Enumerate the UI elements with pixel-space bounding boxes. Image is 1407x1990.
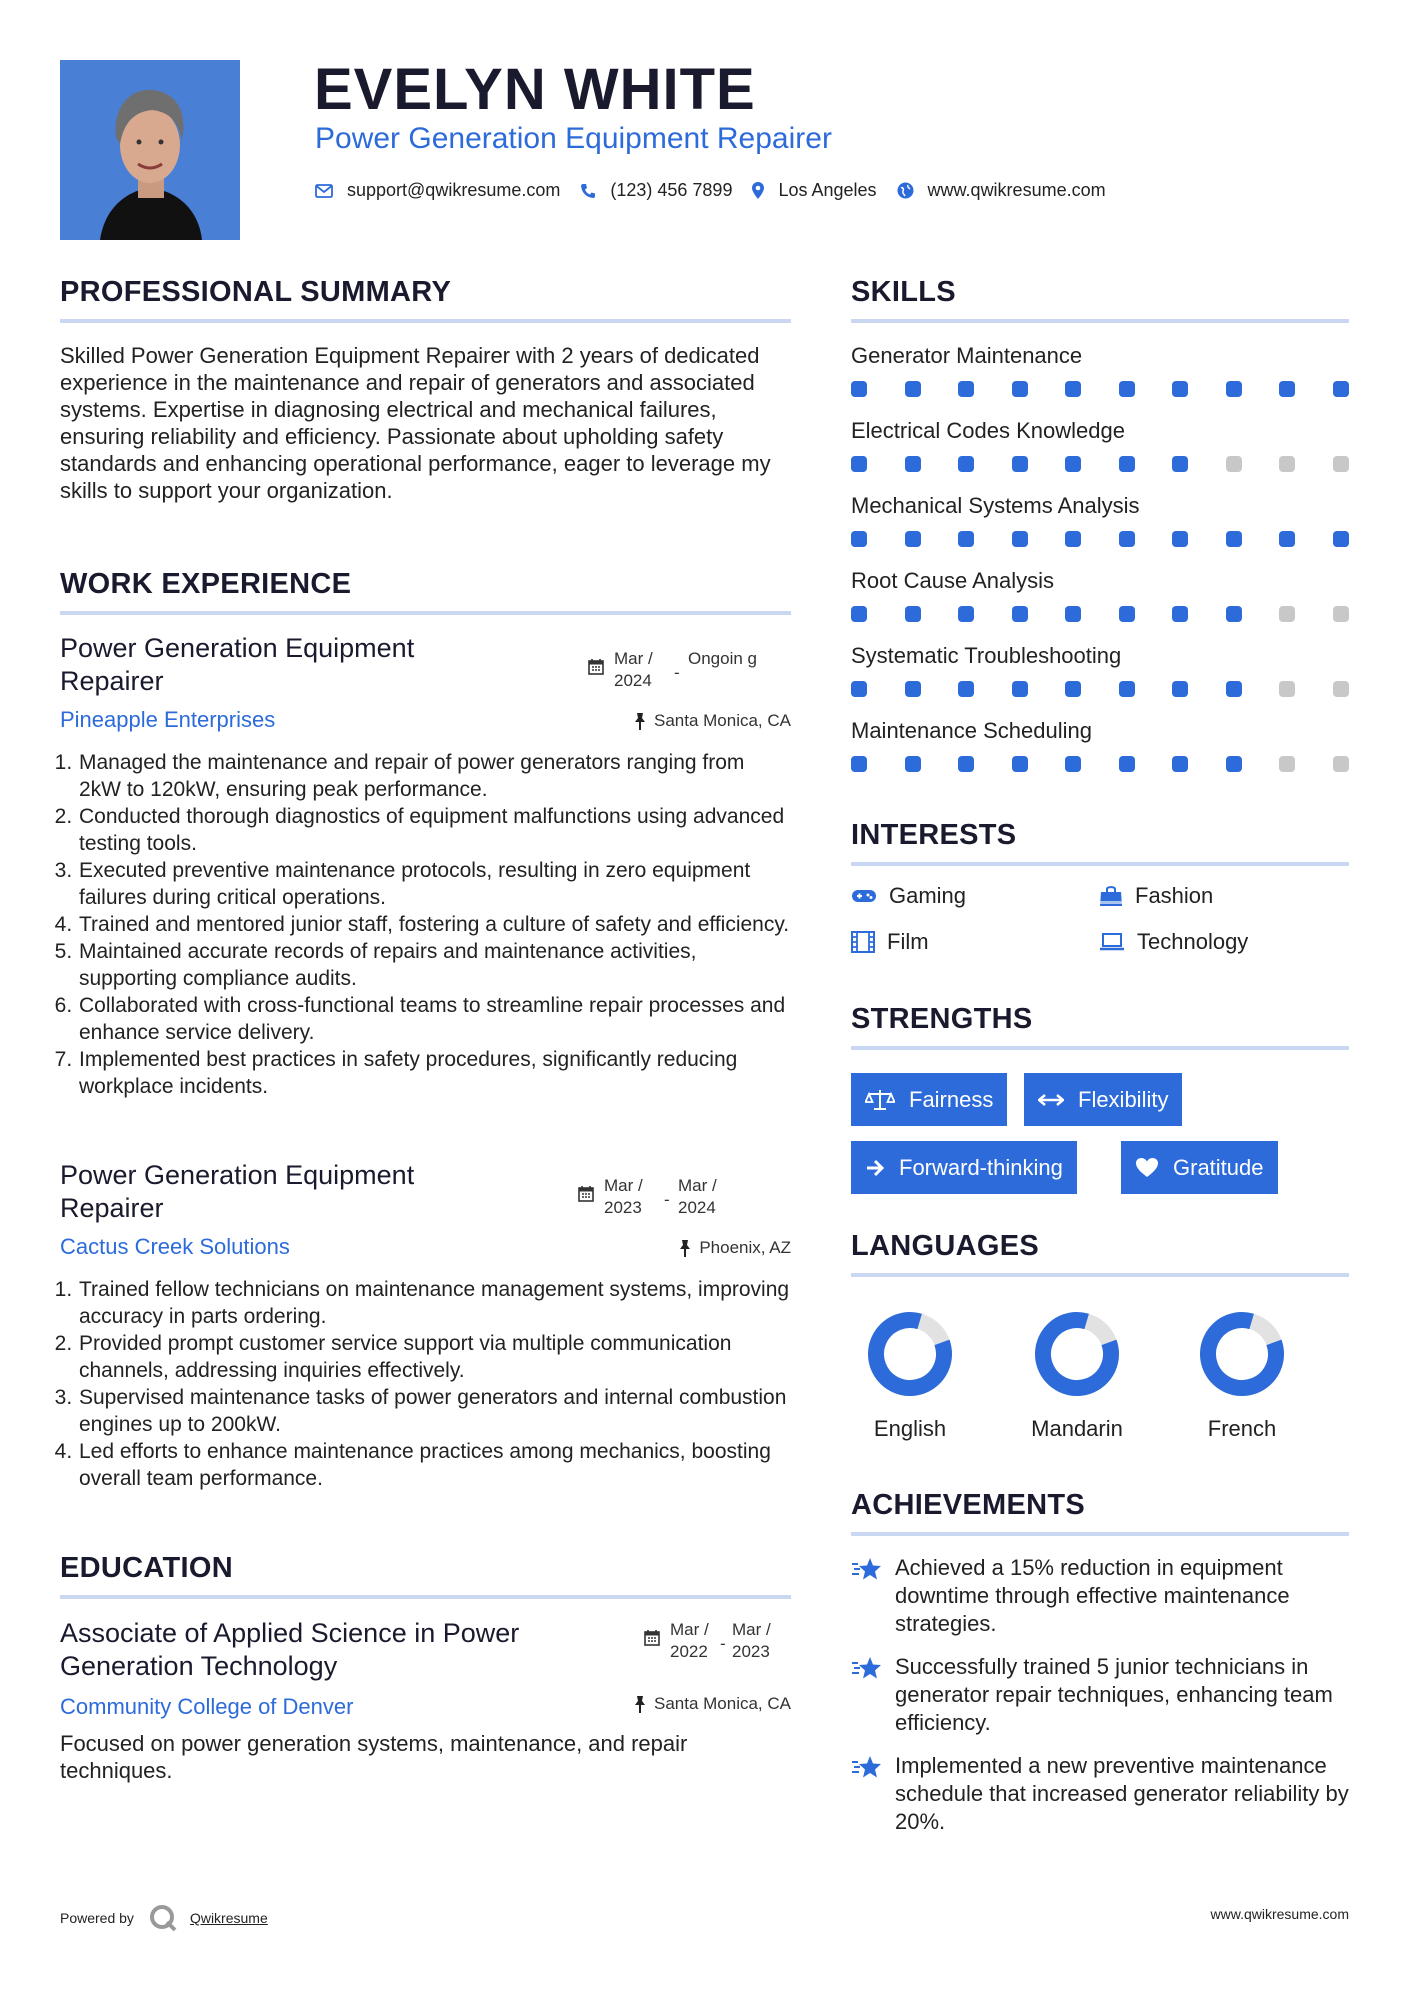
skill-dot-filled — [1012, 456, 1028, 472]
skill-dot-filled — [851, 606, 867, 622]
skill-dot-filled — [1012, 756, 1028, 772]
skill-dot-filled — [958, 381, 974, 397]
skill-dot-filled — [1065, 381, 1081, 397]
company-name[interactable]: Cactus Creek Solutions — [60, 1234, 290, 1259]
skill-dot-filled — [1012, 381, 1028, 397]
skill-dot-filled — [851, 756, 867, 772]
skill-dot-filled — [1119, 381, 1135, 397]
contact-location — [752, 180, 876, 201]
education-location-text: Santa Monica, CA — [653, 1694, 791, 1713]
interest-label: Technology — [1137, 929, 1249, 954]
portrait-image — [60, 60, 240, 240]
skill-name: Root Cause Analysis — [851, 568, 1054, 593]
skill-dot-empty — [1279, 681, 1295, 697]
globe-icon — [897, 182, 914, 199]
job-location — [679, 1238, 791, 1258]
skill-dot-filled — [1172, 606, 1188, 622]
skill-name: Systematic Troubleshooting — [851, 643, 1122, 668]
language-donut — [860, 1304, 960, 1404]
skill-dot-filled — [958, 606, 974, 622]
skill-level-dots — [851, 456, 1351, 472]
skill-dot-filled — [958, 681, 974, 697]
interest-label: Gaming — [889, 883, 967, 908]
date-separator: - — [664, 1190, 670, 1209]
skill-dot-filled — [905, 381, 921, 397]
website-text: www.qwikresume.com — [927, 180, 1106, 200]
skill-dot-empty — [1279, 606, 1295, 622]
skill-dot-filled — [851, 456, 867, 472]
skill-dot-filled — [958, 756, 974, 772]
arrows-h-icon — [1038, 1093, 1064, 1107]
map-marker-icon — [752, 182, 764, 199]
skill-dot-empty — [1333, 681, 1349, 697]
star-icon — [851, 1556, 883, 1582]
job-end-date: Mar / 2024 — [678, 1176, 717, 1217]
contact-email[interactable] — [315, 180, 560, 201]
education-divider — [60, 1595, 791, 1599]
calendar-icon — [578, 1185, 594, 1202]
job-start-date: Mar / 2023 — [604, 1176, 643, 1217]
contact-website[interactable] — [897, 180, 1106, 201]
list-item: 2. Conducted thorough diagnostics of equipment malfunctions using advanced testing tools. — [78, 803, 791, 857]
skill-dot-filled — [1226, 756, 1242, 772]
interests-divider — [851, 862, 1349, 866]
skill-dot-filled — [905, 756, 921, 772]
skill-dot-filled — [1226, 681, 1242, 697]
education-start-date: Mar / 2022 — [670, 1620, 709, 1661]
skill-dot-filled — [1065, 756, 1081, 772]
education-end-date: Mar / 2023 — [732, 1620, 771, 1661]
school-name[interactable]: Community College of Denver — [60, 1694, 354, 1719]
contact-row — [315, 180, 1126, 201]
list-item: 1. Trained fellow technicians on maintenance management systems, improving accuracy in parts ordering. — [78, 1276, 791, 1330]
job-bullets — [60, 749, 791, 1100]
skill-dot-filled — [851, 381, 867, 397]
bag-icon — [1099, 885, 1123, 907]
languages-divider — [851, 1273, 1349, 1277]
language-donut — [1027, 1304, 1127, 1404]
skill-dot-filled — [1119, 681, 1135, 697]
email-text: support@qwikresume.com — [347, 180, 561, 200]
laptop-icon — [1099, 932, 1125, 952]
strength-label: Gratitude — [1173, 1154, 1264, 1180]
qwikresume-logo-icon — [148, 1903, 178, 1933]
strengths-heading: STRENGTHS — [851, 1003, 1033, 1035]
skill-dot-filled — [851, 681, 867, 697]
skill-dot-filled — [1065, 531, 1081, 547]
contact-phone[interactable] — [580, 180, 732, 201]
job-location-text: Santa Monica, CA — [653, 711, 791, 730]
list-item: 4. Led efforts to enhance maintenance practices among mechanics, boosting overall team performance. — [78, 1438, 791, 1492]
interest-label: Fashion — [1135, 883, 1214, 908]
skill-dot-filled — [1226, 531, 1242, 547]
donut-proficiency — [1033, 1310, 1120, 1397]
company-name[interactable]: Pineapple Enterprises — [60, 707, 276, 732]
calendar-icon — [644, 1629, 660, 1646]
skill-dot-filled — [851, 531, 867, 547]
pin-icon — [634, 1696, 646, 1713]
calendar-icon — [588, 658, 604, 675]
skill-dot-filled — [1333, 531, 1349, 547]
skill-dot-filled — [1012, 606, 1028, 622]
skill-dot-filled — [1065, 456, 1081, 472]
skill-dot-filled — [958, 456, 974, 472]
skill-dot-filled — [1119, 531, 1135, 547]
job-dates — [578, 1175, 738, 1219]
powered-by-text: Powered by — [60, 1910, 134, 1926]
strength-tag — [851, 1141, 1077, 1194]
phone-icon — [580, 183, 596, 199]
strength-tag — [1024, 1073, 1182, 1126]
language-name: French — [1207, 1416, 1277, 1441]
interest-item — [1099, 929, 1248, 955]
interests-heading: INTERESTS — [851, 819, 1017, 851]
skill-dot-filled — [1172, 531, 1188, 547]
footer-powered-by — [60, 1903, 268, 1933]
achievement-text: Successfully trained 5 junior technicians in generator repair techniques, enhancing team efficiency. — [895, 1654, 1333, 1735]
list-item: 6. Collaborated with cross-functional teams to streamline repair processes and enhance service delivery. — [78, 992, 791, 1046]
skill-level-dots — [851, 531, 1351, 547]
pin-icon — [679, 1240, 691, 1257]
skill-dot-filled — [1226, 381, 1242, 397]
skill-dot-filled — [958, 531, 974, 547]
skill-dot-empty — [1333, 756, 1349, 772]
donut-proficiency — [866, 1310, 953, 1397]
job-start-date: Mar / 2024 — [614, 649, 653, 690]
skills-heading: SKILLS — [851, 276, 956, 308]
skill-dot-filled — [905, 606, 921, 622]
skill-name: Electrical Codes Knowledge — [851, 418, 1125, 443]
skill-dot-filled — [1119, 756, 1135, 772]
date-separator: - — [720, 1634, 726, 1653]
education-heading: EDUCATION — [60, 1552, 233, 1584]
skill-dot-filled — [1172, 756, 1188, 772]
interest-item — [851, 883, 966, 909]
achievement-item — [851, 1554, 1349, 1638]
achievement-text: Implemented a new preventive maintenance schedule that increased generator reliability by 20%. — [895, 1753, 1349, 1834]
achievement-item — [851, 1752, 1349, 1836]
skill-dot-empty — [1279, 756, 1295, 772]
summary-text: Skilled Power Generation Equipment Repairer with 2 years of dedicated experience in the maintenance and repair of generators and associated systems. Expertise in diagnosing electrical and mechanical failures, ensuring reliability and efficiency. Passionate about upholding safety standards and enhancing operational performance, eager to leverage my skills to support your organization. — [60, 343, 771, 503]
skill-dot-filled — [1119, 456, 1135, 472]
interest-item — [851, 929, 929, 955]
brand-link[interactable]: Qwikresume — [189, 1910, 268, 1926]
skill-level-dots — [851, 756, 1351, 772]
film-icon — [851, 931, 875, 953]
skill-dot-filled — [1279, 531, 1295, 547]
degree-title: Associate of Applied Science in Power Generation Technology — [60, 1618, 520, 1681]
candidate-name: EVELYN WHITE — [314, 57, 756, 122]
strength-label: Fairness — [909, 1086, 994, 1112]
strength-tag — [1121, 1141, 1278, 1194]
skill-dot-filled — [905, 456, 921, 472]
date-separator: - — [674, 663, 680, 682]
candidate-title: Power Generation Equipment Repairer — [315, 122, 832, 155]
list-item: 4. Trained and mentored junior staff, fostering a culture of safety and efficiency. — [78, 911, 791, 938]
heart-icon — [1135, 1157, 1159, 1178]
skills-divider — [851, 319, 1349, 323]
achievement-item — [851, 1653, 1349, 1737]
star-icon — [851, 1754, 883, 1780]
job-location-text: Phoenix, AZ — [699, 1238, 791, 1257]
skill-dot-filled — [1172, 681, 1188, 697]
strengths-divider — [851, 1046, 1349, 1050]
education-dates — [644, 1619, 782, 1663]
job-title: Power Generation Equipment Repairer — [60, 1160, 415, 1223]
envelope-icon — [315, 184, 333, 198]
list-item: 2. Provided prompt customer service support via multiple communication channels, addressing inquiries effectively. — [78, 1330, 791, 1384]
education-description: Focused on power generation systems, maintenance, and repair techniques. — [60, 1731, 688, 1783]
skill-level-dots — [851, 606, 1351, 622]
skill-dot-filled — [1172, 456, 1188, 472]
list-item: 1. Managed the maintenance and repair of power generators ranging from 2kW to 120kW, ensuring peak performance. — [78, 749, 791, 803]
language-donut — [1192, 1304, 1292, 1404]
skill-dot-filled — [1226, 606, 1242, 622]
strength-label: Forward-thinking — [899, 1154, 1063, 1180]
language-name: English — [873, 1416, 947, 1441]
achievements-heading: ACHIEVEMENTS — [851, 1489, 1086, 1521]
list-item: 7. Implemented best practices in safety procedures, significantly reducing workplace incidents. — [78, 1046, 791, 1100]
skill-dot-empty — [1333, 456, 1349, 472]
list-item: 3. Executed preventive maintenance protocols, resulting in zero equipment failures during critical operations. — [78, 857, 791, 911]
skill-dot-filled — [1012, 681, 1028, 697]
languages-heading: LANGUAGES — [851, 1230, 1039, 1262]
skill-dot-filled — [1012, 531, 1028, 547]
pin-icon — [634, 713, 646, 730]
skill-name: Maintenance Scheduling — [851, 718, 1092, 743]
profile-photo — [60, 60, 240, 240]
achievement-text: Achieved a 15% reduction in equipment downtime through effective maintenance strategies. — [895, 1555, 1290, 1636]
list-item: 3. Supervised maintenance tasks of power generators and internal combustion engines up to 200kW. — [78, 1384, 791, 1438]
strength-label: Flexibility — [1078, 1086, 1169, 1112]
location-text: Los Angeles — [778, 180, 877, 200]
gamepad-icon — [851, 888, 877, 904]
interest-label: Film — [887, 929, 929, 954]
arrow-right-icon — [865, 1159, 885, 1177]
experience-divider — [60, 611, 791, 615]
skill-dot-filled — [1172, 381, 1188, 397]
achievements-divider — [851, 1532, 1349, 1536]
skill-dot-filled — [1279, 381, 1295, 397]
phone-text: (123) 456 7899 — [610, 180, 733, 200]
skill-name: Mechanical Systems Analysis — [851, 493, 1140, 518]
footer-url[interactable]: www.qwikresume.com — [1210, 1906, 1349, 1922]
job-location — [634, 711, 791, 731]
skill-level-dots — [851, 381, 1351, 397]
skill-dot-empty — [1279, 456, 1295, 472]
experience-heading: WORK EXPERIENCE — [60, 568, 352, 600]
language-name: Mandarin — [1031, 1416, 1123, 1441]
job-title: Power Generation Equipment Repairer — [60, 633, 415, 696]
skill-dot-filled — [1119, 606, 1135, 622]
scale-icon — [865, 1089, 895, 1111]
summary-heading: PROFESSIONAL SUMMARY — [60, 276, 452, 308]
skill-dot-filled — [905, 681, 921, 697]
education-location — [634, 1694, 791, 1714]
skill-dot-empty — [1333, 606, 1349, 622]
skill-level-dots — [851, 681, 1351, 697]
skill-dot-filled — [1065, 681, 1081, 697]
skill-name: Generator Maintenance — [851, 343, 1083, 368]
skill-dot-filled — [1065, 606, 1081, 622]
skill-dot-filled — [1333, 381, 1349, 397]
strength-tag — [851, 1073, 1007, 1126]
list-item: 5. Maintained accurate records of repairs and maintenance activities, supporting compliance audits. — [78, 938, 791, 992]
summary-divider — [60, 319, 791, 323]
skill-dot-empty — [1226, 456, 1242, 472]
star-icon — [851, 1655, 883, 1681]
donut-proficiency — [1198, 1310, 1285, 1397]
job-end-date: Ongoin g — [688, 649, 757, 668]
job-dates — [588, 648, 764, 692]
skill-dot-filled — [905, 531, 921, 547]
interest-item — [1099, 883, 1213, 909]
job-bullets — [60, 1276, 791, 1492]
